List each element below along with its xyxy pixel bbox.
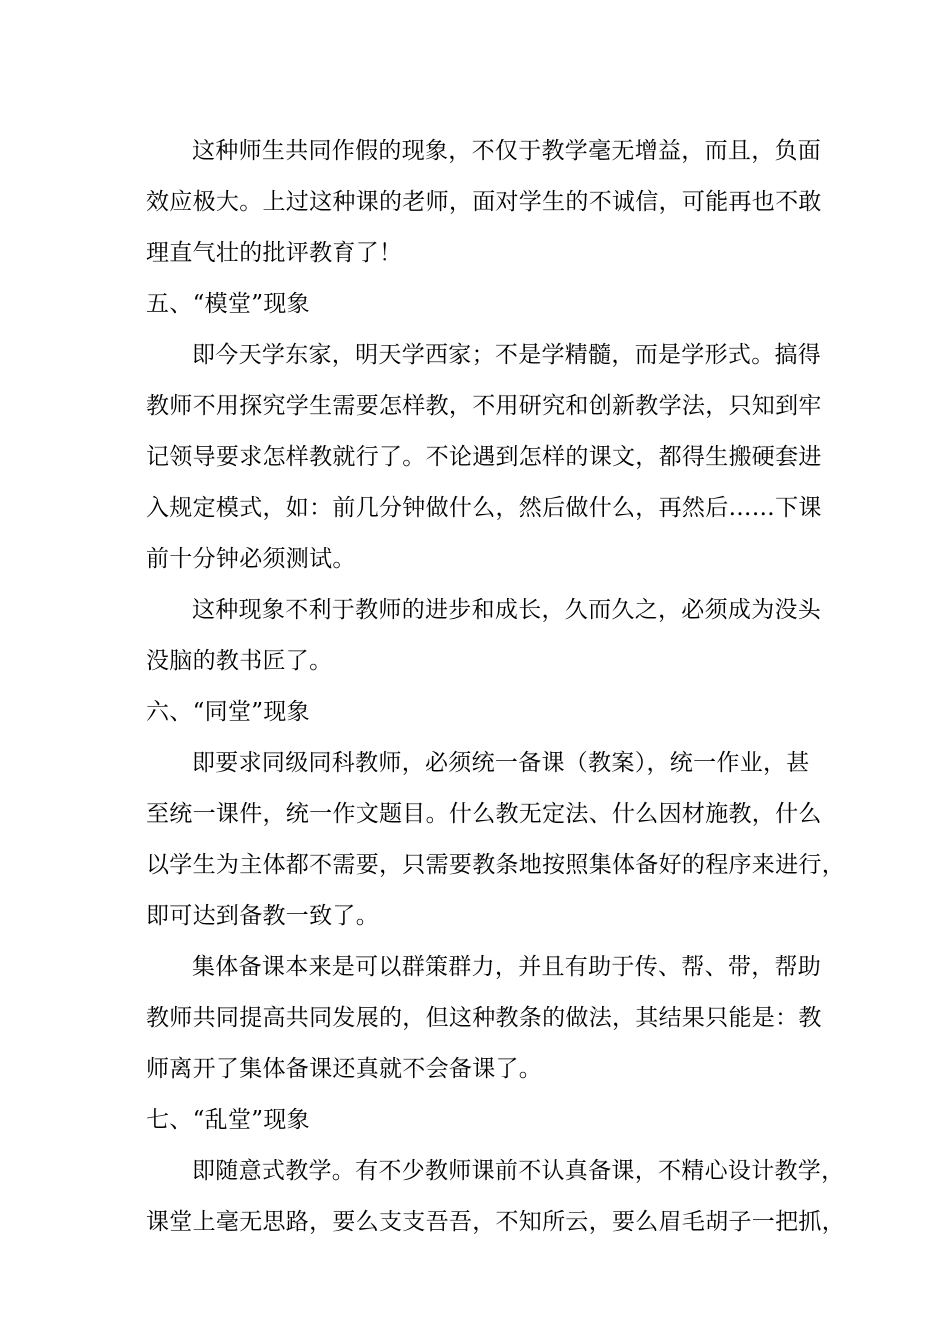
paragraph: [146, 585, 822, 687]
text-line: 这种师生共同作假的现象，不仅于教学毫无增益，而且，负面: [192, 138, 822, 164]
paragraph: [146, 942, 822, 1095]
text-line: 入规定模式，如：前几分钟做什么，然后做什么，再然后……下课: [146, 495, 822, 521]
text-line: 教师共同提高共同发展的，但这种教条的做法，其结果只能是：教: [146, 1005, 822, 1031]
text-line: 即随意式教学。有不少教师课前不认真备课，不精心设计教学，: [192, 1158, 845, 1184]
text-line: 集体备课本来是可以群策群力，并且有助于传、帮、带，帮助: [192, 954, 822, 980]
text-line: 课堂上毫无思路，要么支支吾吾，不知所云，要么眉毛胡子一把抓，: [146, 1209, 845, 1235]
text-line: 即可达到备教一致了。: [146, 903, 379, 929]
heading-text: 六、“同堂”现象: [146, 699, 310, 725]
text-line: 没脑的教书匠了。: [146, 648, 333, 674]
text-line: 即今天学东家，明天学西家；不是学精髓，而是学形式。搞得: [192, 342, 822, 368]
text-line: 师离开了集体备课还真就不会备课了。: [146, 1056, 543, 1082]
heading-text: 七、“乱堂”现象: [146, 1107, 310, 1133]
paragraph: [146, 126, 822, 279]
paragraph: [146, 738, 845, 942]
heading-text: 五、“模堂”现象: [146, 291, 310, 317]
text-line: 教师不用探究学生需要怎样教，不用研究和创新教学法，只知到牢: [146, 393, 822, 419]
section-heading: [146, 687, 804, 738]
document-page: [146, 126, 845, 1248]
text-line: 理直气壮的批评教育了！: [146, 240, 403, 266]
text-line: 以学生为主体都不需要，只需要教条地按照集体备好的程序来进行，: [146, 852, 845, 878]
text-line: 即要求同级同科教师，必须统一备课（教案），统一作业，甚: [192, 750, 810, 776]
section-heading: [146, 1095, 804, 1146]
text-line: 前十分钟必须测试。: [146, 546, 356, 572]
text-line: 这种现象不利于教师的进步和成长，久而久之，必须成为没头: [192, 597, 822, 623]
text-line: 记领导要求怎样教就行了。不论遇到怎样的课文，都得生搬硬套进: [146, 444, 822, 470]
section-heading: [146, 279, 804, 330]
paragraph: [146, 330, 822, 585]
paragraph: [146, 1146, 845, 1248]
text-line: 至统一课件，统一作文题目。什么教无定法、什么因材施教，什么: [146, 801, 822, 827]
text-line: 效应极大。上过这种课的老师，面对学生的不诚信，可能再也不敢: [146, 189, 822, 215]
